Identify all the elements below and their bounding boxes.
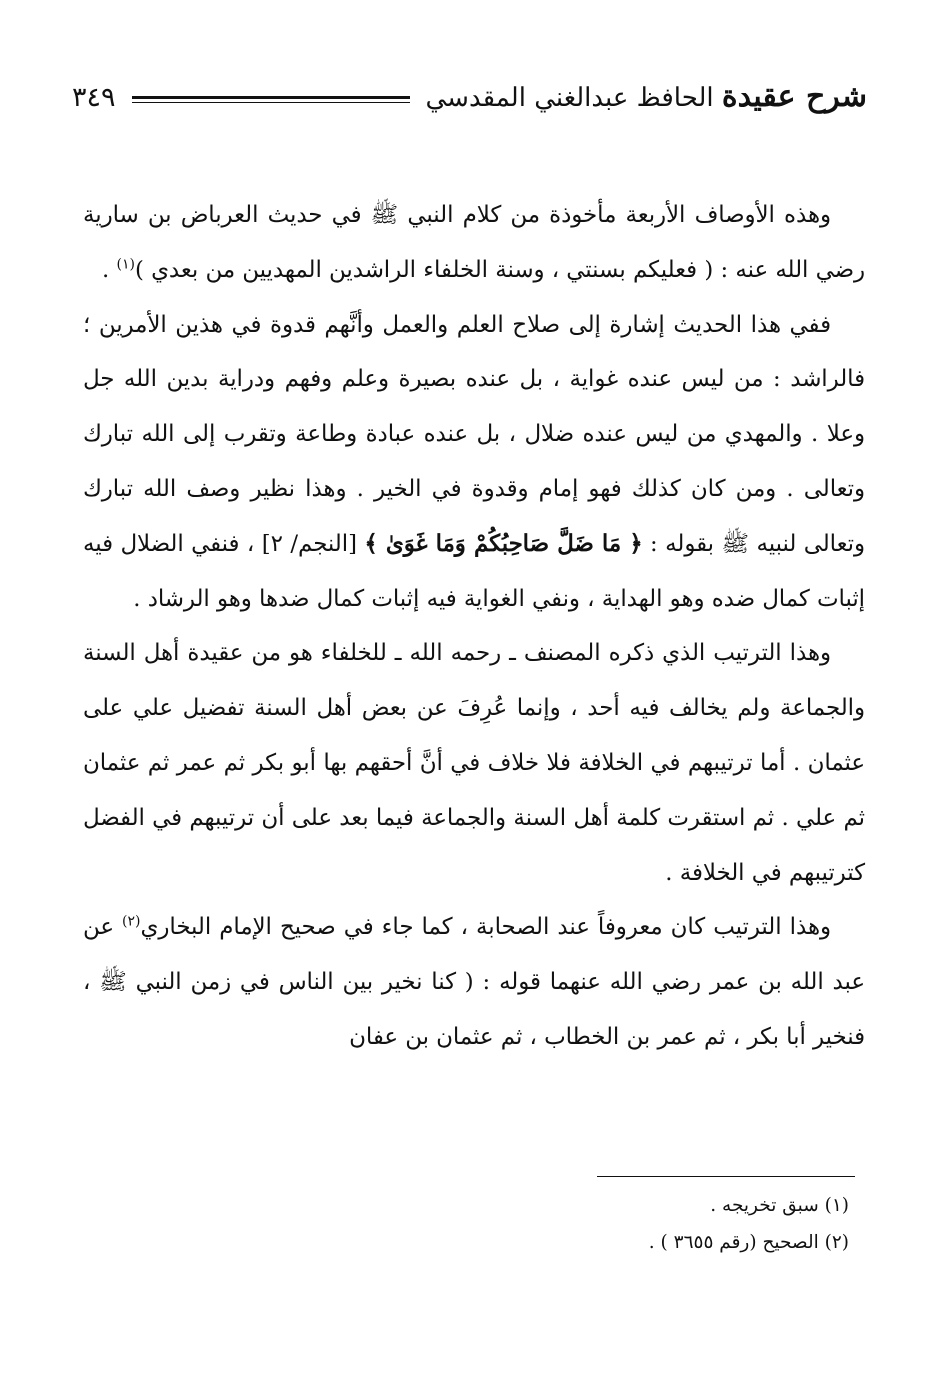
paragraph-text: [النجم/ ٢] ، فنفي الضلال فيه إثبات كمال ضده وهو الهداية ، ونفي الغواية فيه إثبات كمال ضدها وهو الرشاد . xyxy=(83,530,865,612)
paragraph xyxy=(83,298,865,627)
footnote-marker: (٢) xyxy=(122,913,141,930)
paragraph-text: ففي هذا الحديث إشارة إلى صلاح العلم والعمل وأنَّهم قدوة في هذين الأمرين ؛ فالراشد : من ليس عنده غواية ، بل عنده بصيرة وعلم وفهم ودراية بدين الله جل وعلا . والمهدي من ليس عنده ضلال ، بل عنده عبادة وطاعة وتقرب إلى الله تبارك وتعالى . ومن كان كذلك فهو إمام وقدوة في الخير . وهذا نظير وصف الله تبارك وتعالى لنبيه ﷺ بقوله : xyxy=(83,311,865,557)
footnote-marker: (١) xyxy=(116,256,135,273)
header-title-rest: الحافظ عبدالغني المقدسي xyxy=(425,83,714,113)
footnotes xyxy=(120,1187,849,1261)
header-title xyxy=(425,79,868,114)
paragraph-text: عن عبد الله بن عمر رضي الله عنهما قوله : ( كنا نخير بين الناس في زمن النبي ﷺ ، فنخير أبا بكر ، ثم عمر بن الخطاب ، ثم عثمان بن عفان xyxy=(83,914,865,1050)
footnote-1: (١) سبق تخريجه . xyxy=(710,1195,849,1216)
quran-verse: ﴿ مَا ضَلَّ صَاحِبُكُمْ وَمَا غَوَىٰ ﴾ xyxy=(364,530,643,557)
paragraph xyxy=(83,900,865,1064)
paragraph-text: . xyxy=(101,256,117,283)
paragraph-text: وهذا الترتيب كان معروفاً عند الصحابة ، كما جاء في صحيح الإمام البخاري xyxy=(140,914,832,941)
footnote-divider xyxy=(597,1176,855,1177)
header-title-bold: شرح عقيدة xyxy=(721,79,867,114)
paragraph-text: وهذا الترتيب الذي ذكره المصنف ـ رحمه الله ـ للخلفاء هو من عقيدة أهل السنة والجماعة ولم يخالف فيه أحد ، وإنما عُرِفَ عن بعض أهل السنة تفضيل علي على عثمان . أما ترتيبهم في الخلافة فلا خلاف في أنَّ أحقهم بها أبو بكر ثم عمر ثم عثمان ثم علي . ثم استقرت كلمة أهل السنة والجماعة فيما بعد على أن ترتيبهم في الفضل كترتيبهم في الخلافة . xyxy=(83,640,865,886)
header-rule xyxy=(132,96,410,103)
paragraph xyxy=(83,188,865,298)
page-number: ٣٤٩ xyxy=(72,81,116,113)
body-text xyxy=(83,188,865,1065)
paragraph-text: وهذه الأوصاف الأربعة مأخوذة من كلام النبي ﷺ في حديث العرباض بن سارية رضي الله عنه : ( فعليكم بسنتي ، وسنة الخلفاء الراشدين المهديين من بعدي ) xyxy=(83,202,865,283)
footnote-2: (٢) الصحيح (رقم ٣٦٥٥ ) . xyxy=(648,1232,849,1253)
paragraph xyxy=(83,626,865,900)
running-header xyxy=(72,72,867,122)
